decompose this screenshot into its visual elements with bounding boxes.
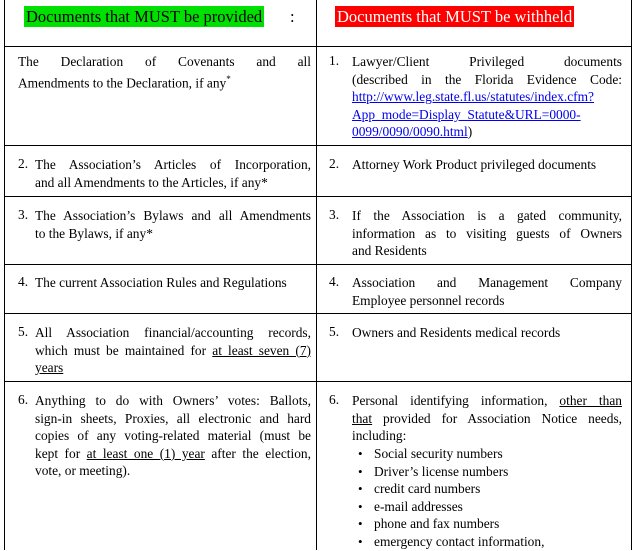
withheld-item-1-link[interactable]: 0099/0090/0090.html): [352, 124, 473, 140]
withheld-item-6-number: 6.: [329, 392, 340, 407]
table-border-right: [631, 0, 632, 550]
header-must-be-provided: Documents that MUST be provided: [26, 7, 263, 26]
withheld-item-4: [352, 274, 622, 309]
provided-item-3-number: 3.: [18, 207, 29, 222]
provided-item-6-line: sign-in sheets, Proxies, all electronic and hard: [35, 410, 311, 426]
withheld-item-2-line: Attorney Work Product privileged documents: [352, 157, 597, 172]
withheld-item-4-line: Employee personnel records: [352, 292, 505, 308]
withheld-item-3: [352, 207, 622, 260]
bullet-item: • e-mail addresses: [352, 498, 544, 516]
withheld-item-2-number: 2.: [329, 156, 340, 171]
bullet-item: • Driver’s license numbers: [352, 463, 544, 481]
withheld-item-5: [352, 324, 622, 342]
withheld-item-3-line: If the Association is a gated community,: [352, 208, 622, 223]
withheld-item-1: [352, 53, 622, 141]
provided-item-6-line: Anything to do with Owners’ votes: Ballots,: [35, 393, 311, 408]
provided-item-2-line: and all Amendments to the Articles, if any*: [35, 174, 268, 190]
withheld-item-6: [352, 392, 622, 445]
provided-item-3-line: The Association’s Bylaws and all Amendments: [35, 208, 311, 223]
withheld-item-1-link[interactable]: App_mode=Display_Statute&URL=0000-: [352, 106, 581, 122]
withheld-item-6-line: including:: [352, 428, 407, 444]
withheld-item-5-line: Owners and Residents medical records: [352, 325, 561, 340]
withheld-item-2: [352, 156, 622, 174]
row-divider: [4, 381, 632, 382]
provided-item-6-number: 6.: [18, 392, 29, 407]
provided-item-6-line: kept for at least one (1) year after the election,: [35, 445, 311, 461]
row-divider: [4, 264, 632, 265]
provided-item-3-line: to the Bylaws, if any*: [35, 225, 153, 241]
withheld-item-3-line: information as to visiting guests of Owners: [352, 225, 622, 241]
provided-item-4: [35, 274, 311, 292]
bullet-item: • emergency contact information,: [352, 533, 544, 551]
provided-item-6: [35, 392, 311, 480]
provided-item-5-line: years: [35, 360, 64, 376]
provided-item-4-number: 4.: [18, 274, 29, 289]
provided-item-2-number: 2.: [18, 156, 29, 171]
table-column-divider: [316, 0, 317, 550]
row-divider: [4, 46, 632, 47]
withheld-item-1-line: Lawyer/Client Privileged documents: [352, 54, 622, 69]
withheld-item-4-line: Association and Management Company: [352, 275, 622, 290]
row-divider: [4, 196, 632, 197]
provided-item-5-line: All Association financial/accounting records,: [35, 325, 311, 340]
table-border-left: [4, 0, 5, 550]
withheld-item-6-line: Personal identifying information, other than: [352, 393, 622, 408]
bullet-item: • phone and fax numbers: [352, 515, 544, 533]
provided-item-1-line: Amendments to the Declaration, if any*: [18, 73, 231, 91]
provided-item-6-line: copies of any voting-related material (must be: [35, 428, 311, 444]
provided-item-2-line: The Association’s Articles of Incorporation,: [35, 157, 311, 172]
withheld-item-5-number: 5.: [329, 324, 340, 339]
provided-item-4-line: The current Association Rules and Regulations: [35, 275, 287, 290]
withheld-item-6-line: that provided for Association Notice needs,: [352, 410, 622, 426]
provided-item-1: [18, 53, 311, 92]
withheld-item-4-number: 4.: [329, 274, 340, 289]
header-must-be-withheld: Documents that MUST be withheld: [337, 7, 573, 26]
provided-item-6-line: vote, or meeting).: [35, 463, 131, 479]
bullet-item: • credit card numbers: [352, 480, 544, 498]
withheld-item-3-number: 3.: [329, 207, 340, 222]
withheld-item-1-number: 1.: [329, 53, 340, 68]
withheld-item-1-line: (described in the Florida Evidence Code:: [352, 71, 622, 87]
provided-item-1-line: The Declaration of Covenants and all: [18, 54, 311, 69]
withheld-item-3-line: and Residents: [352, 243, 427, 259]
provided-item-5: [35, 324, 311, 377]
provided-item-5-number: 5.: [18, 324, 29, 339]
bullet-item: • Social security numbers: [352, 445, 544, 463]
row-divider: [4, 145, 632, 146]
withheld-item-6-bullets: [352, 445, 544, 551]
withheld-item-1-link[interactable]: http://www.leg.state.fl.us/statutes/index.cfm?: [352, 89, 594, 105]
row-divider: [4, 313, 632, 314]
header-colon: :: [290, 7, 295, 26]
provided-item-3: [35, 207, 311, 242]
provided-item-5-line: which must be maintained for at least seven (7): [35, 342, 311, 358]
provided-item-2: [35, 156, 311, 191]
